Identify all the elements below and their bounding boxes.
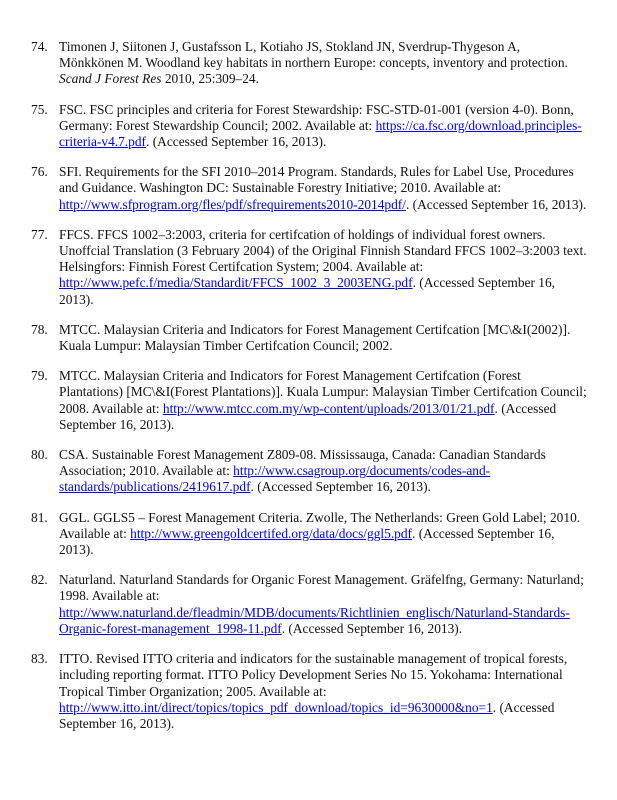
reference-item — [0, 368, 617, 433]
reference-item — [0, 510, 617, 559]
reference-text — [59, 39, 587, 88]
reference-number: 80. — [31, 447, 48, 463]
reference-accessed: . (Accessed September 16, 2013). — [281, 620, 463, 636]
reference-link[interactable]: http://www.greengoldcertifed.org/data/docs/ggl5.pdf — [130, 525, 413, 541]
reference-number: 76. — [31, 164, 48, 180]
reference-number: 77. — [31, 226, 48, 242]
reference-number: 79. — [31, 368, 48, 384]
reference-item — [0, 651, 617, 732]
reference-number: 75. — [31, 101, 48, 117]
reference-item — [0, 102, 617, 151]
reference-accessed: . (Accessed September 16, 2013). — [405, 196, 587, 212]
reference-text — [59, 368, 587, 433]
reference-body: Naturland. Naturland Standards for Organic Forest Management. Gräfelfng, Germany: Naturland; 1998. Available at: — [59, 572, 584, 604]
reference-accessed: . (Accessed September 16, 2013). — [250, 479, 431, 495]
reference-body: CSA. Sustainable Forest Management Z809-08. Mississauga, Canada: Canadian Standards Association; 2010. Available at: — [59, 447, 546, 479]
reference-text — [59, 572, 587, 637]
reference-number: 82. — [31, 572, 48, 588]
reference-accessed: . (Accessed September 16, 2013). — [59, 400, 557, 432]
reference-body: MTCC. Malaysian Criteria and Indicators for Forest Management Certifcation [MC\&I(2002)]. Kuala Lumpur: Malaysian Timber Certifcation Council; 2002. — [59, 321, 571, 354]
reference-text — [59, 447, 587, 496]
reference-item — [0, 322, 617, 354]
reference-citation: 2010, 25:309–24. — [161, 71, 259, 87]
reference-item — [0, 447, 617, 496]
reference-accessed: . (Accessed September 16, 2013). — [59, 275, 556, 307]
reference-text — [59, 322, 587, 354]
reference-text — [59, 227, 587, 308]
reference-link[interactable]: http://www.naturland.de/fleadmin/MDB/documents/Richtlinien_englisch/Naturland-Standards-Organic-forest-management_1998-11.pdf — [59, 604, 570, 636]
reference-accessed: . (Accessed September 16, 2013). — [146, 134, 327, 150]
reference-text — [59, 102, 587, 151]
reference-link[interactable]: https://ca.fsc.org/download.principles-criteria-v4.7.pdf — [59, 117, 582, 150]
reference-body: GGL. GGLS5 – Forest Management Criteria. Zwolle, The Netherlands: Green Gold Label; 2010. Available at: — [59, 509, 581, 541]
reference-number: 74. — [31, 39, 48, 54]
reference-accessed: . (Accessed September 16, 2013). — [59, 699, 555, 731]
reference-body: Timonen J, Siitonen J, Gustafsson L, Kotiaho JS, Stokland JN, Sverdrup-Thygeson A, Mönkkönen M. Woodland key habitats in northern Europe: concepts, inventory and protection. — [59, 39, 568, 71]
reference-text — [59, 510, 587, 559]
journal-title: Scand J Forest Res — [59, 71, 162, 87]
reference-body: SFI. Requirements for the SFI 2010–2014 Program. Standards, Rules for Label Use, Procedures and Guidance. Washington DC: Sustainable Forestry Initiative; 2010. Available at: — [59, 164, 574, 196]
reference-item — [0, 39, 617, 88]
reference-item — [0, 572, 617, 637]
reference-number: 78. — [31, 321, 48, 337]
reference-item — [0, 227, 617, 308]
reference-link[interactable]: http://www.sfprogram.org/fles/pdf/sfrequirements2010-2014pdf/ — [59, 196, 406, 212]
reference-list — [0, 39, 617, 746]
reference-body: FFCS. FFCS 1002–3:2003, criteria for certifcation of holdings of individual forest owners. Unoffcial Translation (3 February 2004) of the Original Finnish Standard FFCS 1002–3:2003 text. Helsingfors: Finnish Forest Certifcation System; 2004. Available at: — [59, 226, 587, 275]
reference-number: 83. — [31, 651, 48, 667]
reference-item — [0, 164, 617, 213]
reference-link[interactable]: http://www.csagroup.org/documents/codes-and-standards/publications/2419617.pdf — [59, 463, 491, 495]
reference-link[interactable]: http://www.itto.int/direct/topics/topics_pdf_download/topics_id=9630000&no=1 — [59, 699, 493, 715]
reference-body: ITTO. Revised ITTO criteria and indicators for the sustainable management of tropical forests, including reporting format. ITTO Policy Development Series No 15. Yokohama: International Tropical Timber Organization; 2005. Available at: — [59, 651, 568, 699]
reference-body: MTCC. Malaysian Criteria and Indicators for Forest Management Certifcation (Forest Plantations) [MC\&I(Forest Plantations)]. Kuala Lumpur: Malaysian Timber Certifcation Council; 2008. Available at: — [59, 368, 587, 416]
reference-link[interactable]: http://www.pefc.f/media/Standardit/FFCS_1002_3_2003ENG.pdf — [59, 275, 413, 291]
reference-text — [59, 651, 587, 732]
reference-number: 81. — [31, 509, 48, 525]
reference-text — [59, 164, 587, 213]
reference-link[interactable]: http://www.mtcc.com.my/wp-content/uploads/2013/01/21.pdf — [162, 400, 495, 416]
reference-body: FSC. FSC principles and criteria for Forest Stewardship: FSC-STD-01-001 (version 4-0). Bonn, Germany: Forest Stewardship Council; 2002. Available at: — [59, 101, 574, 133]
reference-accessed: . (Accessed September 16, 2013). — [59, 525, 555, 558]
